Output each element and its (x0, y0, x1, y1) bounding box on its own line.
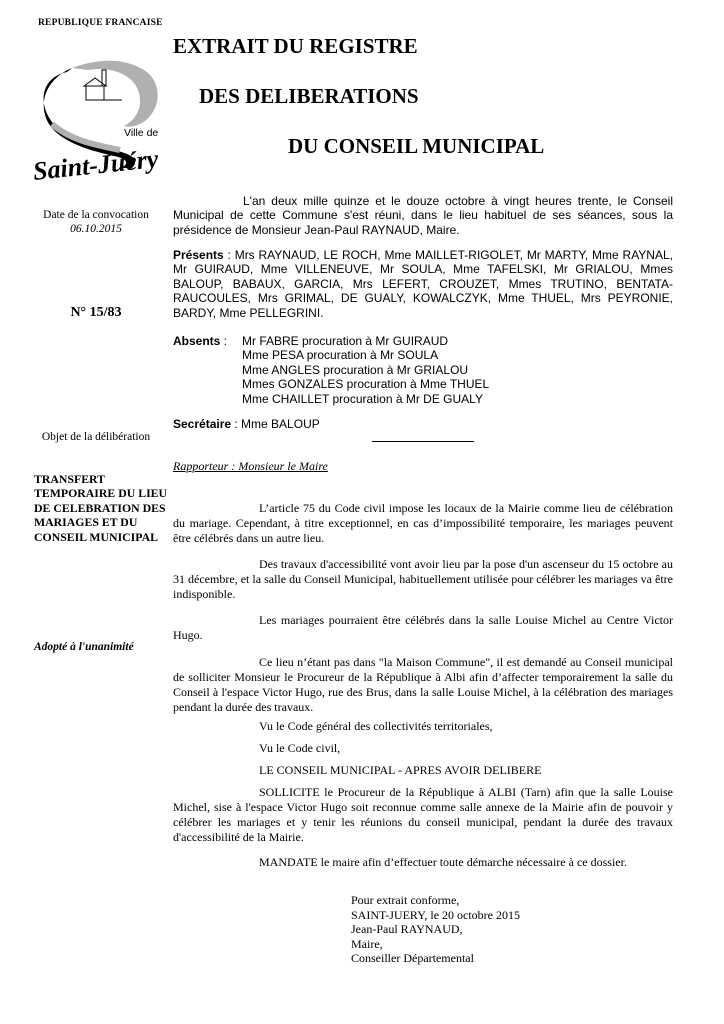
convocation-block (30, 208, 162, 236)
signature-line: Conseiller Départemental (351, 951, 474, 966)
signature-block (351, 893, 520, 966)
convocation-label: Date de la convocation (43, 209, 149, 221)
secretaire: Secrétaire : Mme BALOUP (173, 417, 320, 431)
absent-item: Mme CHAILLET procuration à Mr DE GUALY (242, 391, 483, 406)
session-intro: L'an deux mille quinze et le douze octobre à vingt heures trente, le Conseil Municipal de cette Commune s'est réuni, dans le lieu habituel de ses séances, sous la présidence de Monsieur Jean-Paul RAYNAUD, Maire. (173, 194, 673, 237)
paragraph-8: SOLLICITE le Procureur de la République à ALBI (Tarn) afin que la salle Louise Michel, sise à l'espace Victor Hugo soit reconnue comme salle annexe de la Mairie afin de pouvoir y célébrer les mariages et y tenir les réunions du conseil municipal, pendant la durée des travaux d'accessibilité de la Mairie. (173, 785, 673, 844)
objet-label: Objet de la délibération (41, 431, 151, 443)
svg-text:Ville de: Ville de (124, 127, 159, 139)
paragraph-7: LE CONSEIL MUNICIPAL - APRES AVOIR DELIBERE (259, 763, 542, 777)
presents-block (173, 248, 673, 320)
absents-list (242, 334, 489, 406)
paragraph-5: Vu le Code général des collectivités territoriales, (259, 719, 493, 733)
signature-line: Maire, (351, 936, 383, 951)
paragraph-6: Vu le Code civil, (259, 741, 341, 755)
objet-title: TRANSFERT TEMPORAIRE DU LIEU DE CELEBRATION DES MARIAGES ET DU CONSEIL MUNICIPAL (34, 472, 168, 544)
presents-list: : Mrs RAYNAUD, LE ROCH, Mme MAILLET-RIGOLET, Mr MARTY, Mme RAYNAL, Mr GUIRAUD, Mme VILLENEUVE, Mr SOULA, Mme TAFELSKI, Mr GRIALOU, Mmes BALOUP, BABAUX, GARCIA, Mrs LEFERT, CROUZET, Mmes TRUTINO, BENTATA-RAUCOULES, Mrs GRIMAL, DE GUALY, KOWALCZYK, Mme THUEL, Mrs PEYRONIE, BARDY, Mme PELLEGRINI. (173, 248, 673, 320)
absents-label: Absents : (173, 334, 228, 348)
saint-juery-logo (32, 42, 172, 192)
title-line-1: EXTRAIT DU REGISTRE (173, 34, 418, 58)
deliberation-number: N° 15/83 (70, 305, 122, 320)
paragraph-9: MANDATE le maire afin d’effectuer toute démarche nécessaire à ce dossier. (259, 855, 627, 869)
adoption-status: Adopté à l'unanimité (34, 641, 134, 653)
absent-item: Mme ANGLES procuration à Mr GRIALOU (242, 362, 469, 377)
signature-line: Pour extrait conforme, (351, 893, 460, 907)
city-logo-icon (32, 42, 172, 192)
title-line-2: DES DELIBERATIONS (199, 84, 419, 108)
separator-rule (372, 441, 474, 442)
absent-item: Mr FABRE procuration à Mr GUIRAUD (242, 334, 449, 348)
signature-line: Jean-Paul RAYNAUD, (351, 922, 463, 937)
paragraph-2: Des travaux d'accessibilité vont avoir lieu par la pose d'un ascenseur du 15 octobre au 31 décembre, et la salle du Conseil Municipal, habituellement utilisée pour célébrer les mariages va être indisponible. (173, 557, 673, 601)
title-line-3: DU CONSEIL MUNICIPAL (288, 134, 545, 158)
signature-line: SAINT-JUERY, le 20 octobre 2015 (351, 907, 520, 922)
paragraph-4: Ce lieu n’étant pas dans "la Maison Commune", il est demandé au Conseil municipal de solliciter Monsieur le Procureur de la République à Albi afin d’affecter temporairement la salle du Conseil à l'espace Victor Hugo, rue des Brus, dans la salle Louise Michel, à la célébration des mariages pendant la durée des travaux. (173, 655, 673, 714)
republique-francaise: REPUBLIQUE FRANCAISE (38, 18, 163, 28)
absent-item: Mmes GONZALES procuration à Mme THUEL (242, 377, 490, 392)
presents-label: Présents (173, 248, 224, 262)
convocation-date: 06.10.2015 (70, 223, 122, 235)
paragraph-1: L’article 75 du Code civil impose les locaux de la Mairie comme lieu de célébration du mariage. Cependant, à titre exceptionnel, en cas d’impossibilité temporaire, les mariages peuvent être célébrés dans un autre lieu. (173, 501, 673, 545)
absent-item: Mme PESA procuration à Mr SOULA (242, 348, 439, 363)
rapporteur: Rapporteur : Monsieur le Maire (173, 459, 328, 473)
paragraph-3: Les mariages pourraient être célébrés dans la salle Louise Michel au Centre Victor Hugo. (173, 613, 673, 642)
svg-text:Saint-Juéry: Saint-Juéry (32, 143, 160, 186)
